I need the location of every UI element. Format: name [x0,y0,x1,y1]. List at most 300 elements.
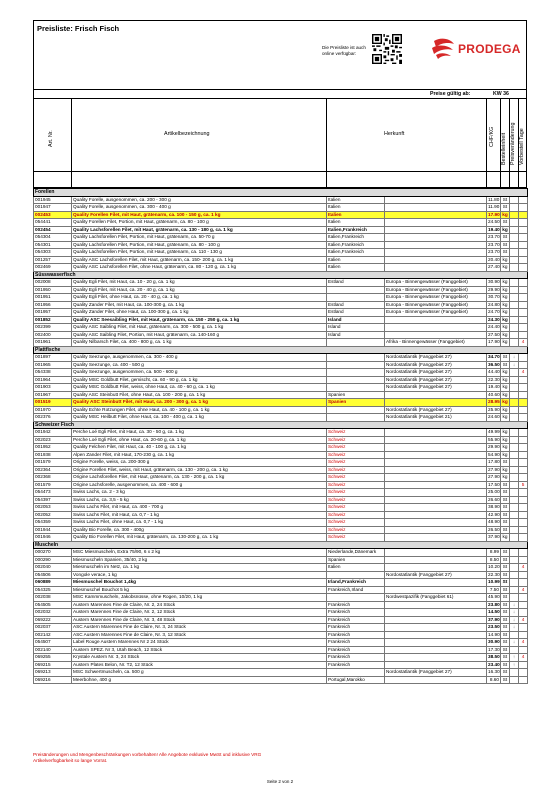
article-name: Quality ASC Lachsforellen Filet, ohne Haut, grätenarm, ca. 80 - 120 g, ca. 1 kg [72,264,327,272]
table-row[interactable] [34,624,528,632]
order-unit: kg [502,226,508,232]
price-change [510,661,519,669]
order-unit: St [501,616,510,624]
price: 24.30 [488,316,500,322]
price-change [510,361,519,369]
table-row[interactable] [34,354,528,362]
order-unit: kg [501,406,510,414]
article-number: 001970 [34,406,72,414]
section-title: Schweizer Fisch [34,421,528,429]
table-row[interactable] [34,264,528,272]
article-number: 001964 [34,376,72,384]
price: 22.30 [488,376,500,382]
order-unit: kg [501,331,510,339]
fishing-area [385,399,487,407]
origin-country [327,414,385,422]
price: 40.60 [488,391,500,397]
lead-days [519,249,528,257]
table-row[interactable] [34,204,528,212]
table-row[interactable] [34,511,528,519]
price-change [510,601,519,609]
price: 54.90 [488,451,500,457]
price-table [33,188,528,684]
article-name: Miesmuschel Bouchot 5 kg [72,586,327,594]
order-unit: St [501,489,510,497]
table-row[interactable] [34,256,528,264]
article-number: 002453 [34,211,72,219]
article-name: Origine Lachsforellen Filet, mit Haut, grätenarm, ca. 130 - 200 g, ca. 1 kg [72,474,327,482]
fishing-area [385,526,487,534]
article-number: 001579 [34,481,72,489]
table-row[interactable] [34,399,528,407]
price-change [510,301,519,309]
table-row[interactable] [34,564,528,572]
fishing-area [385,549,487,557]
section-title: Süsswasserfisch [34,271,528,279]
article-number: 000290 [34,556,72,564]
col-change: Preisveränderung [510,122,516,165]
price-change [510,384,519,392]
article-number: 054506 [34,571,72,579]
article-name: Quality MSC Heilbutt Filet, ohne Haut, ca. 100 - 400 g, ca. 1 kg [72,414,327,422]
table-row[interactable] [34,609,528,617]
section-title: Muscheln [34,541,528,549]
section-header [34,271,528,279]
section-header [34,189,528,197]
article-number: 002142 [34,631,72,639]
table-row[interactable] [34,301,528,309]
table-row[interactable] [34,384,528,392]
article-name: MSC Schwertmuscheln, ca. 500 g [72,669,327,677]
lead-days [519,384,528,392]
origin-country: Schweiz [327,444,385,452]
arrow-up-icon: ↑ [512,654,516,660]
article-number: 069216 [34,676,72,684]
fishing-area [385,624,487,632]
price: 17.80 [488,459,500,465]
table-row[interactable] [34,571,528,579]
table-row[interactable] [34,369,528,377]
price: 23.80 [488,601,500,607]
article-name: Swiss Lachs Filet, mit Haut, ca. 0,7 - 1 kg [72,511,327,519]
price-change [510,376,519,384]
order-unit: St [501,241,510,249]
order-unit: St [501,361,510,369]
origin-country: Niederlande,Dänemark [327,549,385,557]
price: 26.50 [488,526,500,532]
table-row[interactable] [34,294,528,302]
lead-days: 4 [519,339,528,347]
origin-country: Schweiz [327,429,385,437]
price-change [510,609,519,617]
fishing-area [385,474,487,482]
table-row[interactable] [34,234,528,242]
table-row[interactable] [34,556,528,564]
fishing-area [385,451,487,459]
order-unit: kg [501,466,510,474]
table-row[interactable] [34,594,528,602]
lead-days [519,661,528,669]
origin-country [327,406,385,414]
qr-code-icon[interactable] [372,34,402,64]
price-change [510,286,519,294]
article-name: Quality Egli Filet, ohne Haut, ca. 20 - 40 g, ca. 1 kg [72,294,327,302]
lead-days [519,361,528,369]
table-row[interactable] [34,504,528,512]
table-row[interactable] [34,339,528,347]
price-change [510,639,519,647]
order-unit: kg [501,376,510,384]
price: 30.90 [488,639,500,645]
table-row[interactable] [34,639,528,647]
order-unit: St [501,511,510,519]
fishing-area [385,234,487,242]
table-row[interactable] [34,451,528,459]
price: 8.99 [487,549,501,557]
price: 24.50 [488,219,500,225]
price: 23.70 [488,234,500,240]
col-price: CHF/KG [489,126,495,147]
table-row[interactable] [34,436,528,444]
price: 26.60 [488,496,500,502]
document-header [33,20,527,90]
order-unit: St [501,504,510,512]
fishing-area [385,196,487,204]
table-row[interactable] [34,279,528,287]
order-unit: kg [501,534,510,542]
price: 23.70 [488,249,500,255]
order-unit: St [501,676,510,684]
table-row[interactable] [34,459,528,467]
price: 14.90 [488,631,500,637]
table-row[interactable] [34,534,528,542]
lead-days [519,241,528,249]
article-name: Quality ASC Steinbutt Filet, mit Haut, ca. 200 - 300 g, ca. 1 kg [72,399,327,407]
table-row[interactable] [34,669,528,677]
origin-country: Schweiz [327,459,385,467]
order-unit: St [501,526,510,534]
price-change [510,616,519,624]
article-name: Miesmuscheln im Netz, ca. 1 kg [72,564,327,572]
table-row[interactable] [34,226,528,234]
article-number: 060889 [34,579,72,587]
order-unit: kg [501,301,510,309]
table-row[interactable] [34,196,528,204]
article-name: Quality Egli Filet, mit Haut, ca. 10 - 20 g, ca. 1 kg [72,279,327,287]
article-number: 069213 [34,669,72,677]
article-number: 001956 [34,301,72,309]
lead-days [519,624,528,632]
order-unit: St [501,204,510,212]
lead-days [519,316,528,324]
origin-country: Italien,Frankreich [327,241,385,249]
table-row[interactable] [34,219,528,227]
order-unit: St [501,556,510,564]
order-unit: St [501,639,510,647]
table-row[interactable] [34,549,528,557]
article-name: Quality Nilbarsch Filet, ca. 400 - 800 g, ca. 1 kg [72,339,327,347]
price-change [510,414,519,422]
price: 49.99 [488,429,500,435]
article-number: 002364 [34,466,72,474]
price-change [510,256,519,264]
price-change [510,646,519,654]
table-row[interactable] [34,579,528,587]
order-unit: kg [501,256,510,264]
fishing-area: Nordostatlantik (Fanggebiet 27) [385,406,487,414]
table-row[interactable] [34,496,528,504]
article-name: Quality Zander Filet, mit Haut, ca. 100-300 g, ca. 1 kg [72,301,327,309]
article-name: Quality Lachsforellen Filet, mit Haut, grätenarm, ca. 130 - 180 g, ca. 1 kg [72,226,327,234]
origin-country: Spanien [327,556,385,564]
page-title: Preisliste: Frisch Fisch [37,24,120,33]
article-name: Austern Marennes Fine de Claire, Nr. 2, 24 Stück [72,601,327,609]
lead-days [519,556,528,564]
article-name: Quality Forellen Filet, mit Haut, grätenarm, ca. 100 - 150 g, ca. 1 kg [72,211,327,219]
origin-country: Frankreich [327,654,385,662]
order-unit: St [501,571,510,579]
lead-days [519,511,528,519]
table-row[interactable] [34,676,528,684]
lead-days [519,489,528,497]
lead-days: 4 [519,616,528,624]
lead-days [519,549,528,557]
order-unit: St [501,646,510,654]
table-row[interactable] [34,631,528,639]
table-row[interactable] [34,444,528,452]
price-change [510,234,519,242]
article-name: Quality Seezunge, ausgenommen, ca. 500 - 600 g [72,369,327,377]
article-number: 001257 [34,256,72,264]
lead-days [519,211,528,219]
article-number: 054304 [34,234,72,242]
table-row[interactable] [34,414,528,422]
price: 22.30 [488,571,500,577]
table-row[interactable] [34,519,528,527]
fishing-area [385,579,487,587]
price-change [510,219,519,227]
article-number: 002140 [34,646,72,654]
price: 17.90 [488,211,500,217]
article-name: Swiss Lachs, ca. 2 - 3 kg [72,489,327,497]
table-row[interactable] [34,654,528,662]
lead-days [519,376,528,384]
price-change [510,594,519,602]
article-name: Miesmuscheln Spanien, 35/40, 2 kg [72,556,327,564]
table-row[interactable] [34,391,528,399]
fishing-area [385,631,487,639]
table-row[interactable] [34,361,528,369]
article-number: 001897 [34,354,72,362]
order-unit: kg [501,294,510,302]
article-number: 054507 [34,639,72,647]
origin-country: Schweiz [327,511,385,519]
lead-days [519,459,528,467]
table-row[interactable] [34,309,528,317]
article-name: Quality Bio Forelle, ca. 300 - 400g [72,526,327,534]
fishing-area [385,511,487,519]
lead-days [519,279,528,287]
price-change [510,436,519,444]
fishing-area: Nordostatlantik (Fanggebiet 27) [385,669,487,677]
price-change [510,526,519,534]
article-number: 001950 [34,286,72,294]
price: 16.30 [488,669,500,675]
article-number: 001965 [34,361,72,369]
fishing-area [385,226,487,234]
origin-country: Italien,Frankreich [327,234,385,242]
article-number: 002032 [34,609,72,617]
lead-days [519,436,528,444]
order-unit: St [501,234,510,242]
lead-days [519,676,528,684]
table-row[interactable] [34,466,528,474]
lead-days [519,519,528,527]
table-row[interactable] [34,316,528,324]
fishing-area [385,219,487,227]
article-name: Origine Lachsforelle, ausgenommen, ca. 400 - 600 g [72,481,327,489]
order-unit: St [501,459,510,467]
price-change [510,204,519,212]
origin-country: Schweiz [327,496,385,504]
fishing-area [385,459,487,467]
table-row[interactable] [34,286,528,294]
price-change [510,451,519,459]
origin-country [327,669,385,677]
order-unit: St [501,579,510,587]
price: 8.60 [487,676,501,684]
lead-days [519,324,528,332]
article-number: 001946 [34,534,72,542]
price-change [510,264,519,272]
lead-days [519,406,528,414]
fishing-area [385,436,487,444]
lead-days: 4 [519,586,528,594]
table-row[interactable] [34,586,528,594]
article-number: 069222 [34,616,72,624]
fishing-area: Afrika - Binnengewässer (Fanggebiet) [385,339,487,347]
table-row[interactable] [34,406,528,414]
price: 23.40 [488,661,500,667]
origin-country: Island [327,324,385,332]
fishing-area [385,661,487,669]
price-change [510,241,519,249]
price-change [510,316,519,324]
origin-country: Italien,Frankreich [327,249,385,257]
article-number: 054441 [34,219,72,227]
origin-country [327,361,385,369]
arrow-down-icon: ↓ [512,624,516,630]
fishing-area: Nordwestpazifik (Fanggebiet 61) [385,594,487,602]
table-row[interactable] [34,601,528,609]
fishing-area: Europa - Binnengewässer (Fanggebiet) [385,286,487,294]
order-unit: kg [501,339,510,347]
table-row[interactable] [34,331,528,339]
origin-country: Frankreich,Irland [327,586,385,594]
article-name: MSC Kammmuscheln, Jakobsnüsse, ohne Rogen, 10/20, 1 kg [72,594,327,602]
table-row[interactable] [34,376,528,384]
fishing-area [385,241,487,249]
lead-days [519,496,528,504]
origin-country: Italien [327,564,385,572]
order-unit: kg [502,399,508,405]
col-origin: Herkunft [384,131,405,137]
article-name: Quality Egli Filet, mit Haut, ca. 20 - 40 g, ca. 1 kg [72,286,327,294]
table-row[interactable] [34,474,528,482]
fishing-area: Europa - Binnengewässer (Fanggebiet) [385,279,487,287]
table-row[interactable] [34,526,528,534]
article-name: Perche Loé Egli Filet, ohne Haut, ca. 20-60 g, ca. 1 kg [72,436,327,444]
article-name: Quality ASC Lachsforellen Filet, mit Haut, grätenarm, ca. 150- 200 g, ca. 1 kg [72,256,327,264]
origin-country: Schweiz [327,481,385,489]
origin-country: Irland,Frankreich [327,579,385,587]
article-number: 002469 [34,264,72,272]
article-number: 002400 [34,331,72,339]
table-row[interactable] [34,211,528,219]
order-unit: St [501,609,510,617]
order-unit: St [501,249,510,257]
origin-country [327,339,385,347]
article-number: 001947 [34,204,72,212]
article-number: 001951 [34,294,72,302]
header-spacer [33,172,527,188]
lead-days: 4 [519,639,528,647]
article-number: 002376 [34,414,72,422]
fishing-area [385,676,487,684]
price: 45.90 [488,594,500,600]
table-row[interactable] [34,241,528,249]
origin-country [327,369,385,377]
price: 19.40 [488,226,500,232]
fishing-area [385,601,487,609]
table-row[interactable] [34,646,528,654]
price-change [510,481,519,489]
price: 27.90 [488,466,500,472]
origin-country: Portugal,Marokko [327,676,385,684]
origin-country: Frankreich [327,661,385,669]
origin-country: Italien,Frankreich [327,226,385,234]
price-change [510,354,519,362]
article-number: 054397 [34,496,72,504]
article-name: Swiss Lachs, ca. 3,5 - 5 kg [72,496,327,504]
lead-days [519,601,528,609]
origin-country: Schweiz [327,534,385,542]
lead-days [519,414,528,422]
origin-country: Italien [327,264,385,272]
article-number: 002037 [34,624,72,632]
fishing-area [385,609,487,617]
price: 36.50 [488,361,500,367]
table-row[interactable] [34,616,528,624]
table-row[interactable] [34,249,528,257]
origin-country [327,294,385,302]
article-number: 001957 [34,309,72,317]
article-name: Quality MSC Goldbutt Filet, weiss, ohne Haut, ca. 40 - 60 g, ca. 1 kg [72,384,327,392]
table-row[interactable] [34,324,528,332]
article-number: 002038 [34,594,72,602]
article-name: Quality ASC Saibling Filet, mit Haut, grätenarm, ca. 300 - 500 g, ca. 1 kg [72,324,327,332]
article-name: Quality Lachsforellen Filet, Portion, mit Haut, grätenarm, ca. 80 - 100 g [72,241,327,249]
article-name: Alpen Zander Filet, mit Haut, 170-230 g, ca. 1 kg [72,451,327,459]
article-number: 001852 [34,316,72,324]
lead-days [519,646,528,654]
footer-line-2: Artikelverfügbarkeit so lange Vorrat. [33,758,108,763]
table-row[interactable] [34,429,528,437]
table-row[interactable] [34,481,528,489]
table-row[interactable] [34,489,528,497]
table-row[interactable] [34,661,528,669]
article-number: 001579 [34,459,72,467]
